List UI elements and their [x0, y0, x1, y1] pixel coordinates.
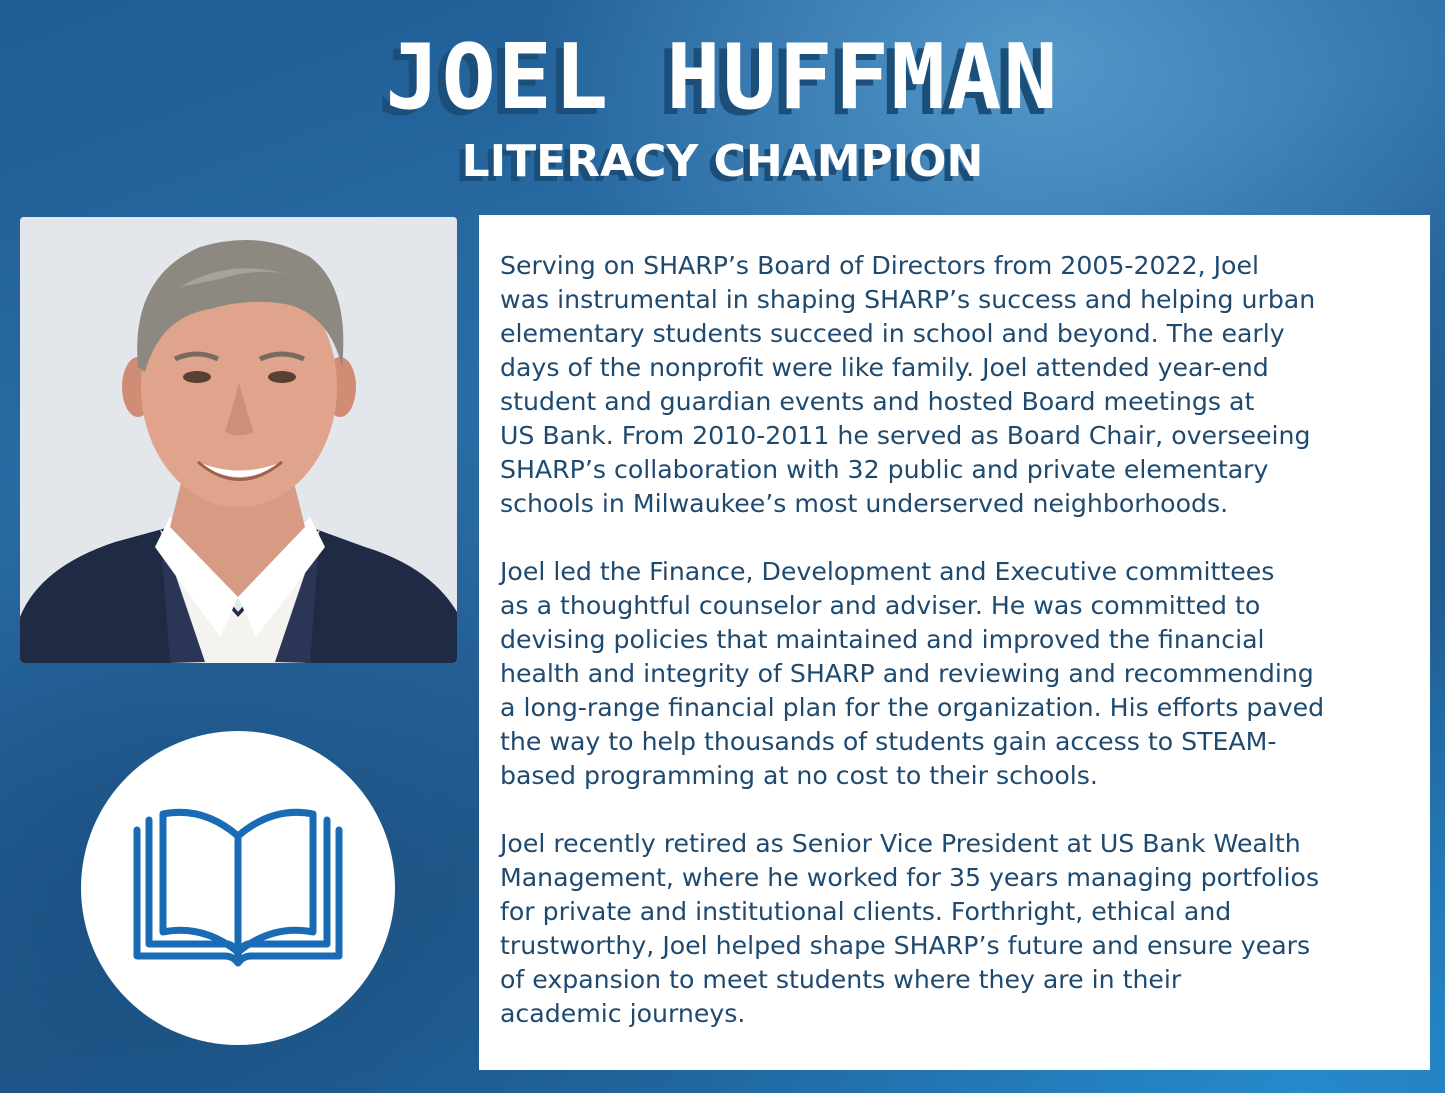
bio-line: devising policies that maintained and improved the financial: [500, 625, 1265, 654]
book-badge: [81, 731, 395, 1045]
bio-line: was instrumental in shaping SHARP’s success and helping urban: [500, 285, 1316, 314]
bio-line: elementary students succeed in school and beyond. The early: [500, 319, 1285, 348]
bio-line: Serving on SHARP’s Board of Directors from 2005-2022, Joel: [500, 251, 1259, 280]
bio-line: academic journeys.: [500, 999, 746, 1028]
bio-line: US Bank. From 2010-2011 he served as Board Chair, overseeing: [500, 421, 1311, 450]
bio-line: trustworthy, Joel helped shape SHARP’s future and ensure years: [500, 931, 1311, 960]
bio-line: of expansion to meet students where they are in their: [500, 965, 1182, 994]
bio-line: as a thoughtful counselor and adviser. He was committed to: [500, 591, 1261, 620]
bio-line: Joel recently retired as Senior Vice President at US Bank Wealth: [500, 829, 1301, 858]
bio-line: a long-range financial plan for the organization. His efforts paved: [500, 693, 1325, 722]
bio-paragraph-3: [500, 827, 1410, 1031]
bio-line: days of the nonprofit were like family. Joel attended year-end: [500, 353, 1269, 382]
bio-line: Management, where he worked for 35 years managing portfolios: [500, 863, 1320, 892]
bio-paragraph-2: [500, 555, 1410, 793]
page-title: JOEL HUFFMAN: [385, 25, 1060, 130]
bio-line: SHARP’s collaboration with 32 public and private elementary: [500, 455, 1269, 484]
bio-line: health and integrity of SHARP and reviewing and recommending: [500, 659, 1314, 688]
open-book-icon: [133, 808, 343, 968]
portrait-photo: [20, 217, 457, 663]
bio-paragraph-1: [500, 249, 1410, 521]
bio-panel: [479, 215, 1430, 1070]
bio-line: based programming at no cost to their schools.: [500, 761, 1098, 790]
bio-line: for private and institutional clients. Forthright, ethical and: [500, 897, 1232, 926]
bio-line: schools in Milwaukee’s most underserved neighborhoods.: [500, 489, 1229, 518]
page-subtitle: LITERACY CHAMPION: [461, 136, 984, 187]
bio-line: Joel led the Finance, Development and Executive committees: [500, 557, 1275, 586]
bio-line: the way to help thousands of students gain access to STEAM-: [500, 727, 1277, 756]
bio-line: student and guardian events and hosted Board meetings at: [500, 387, 1255, 416]
